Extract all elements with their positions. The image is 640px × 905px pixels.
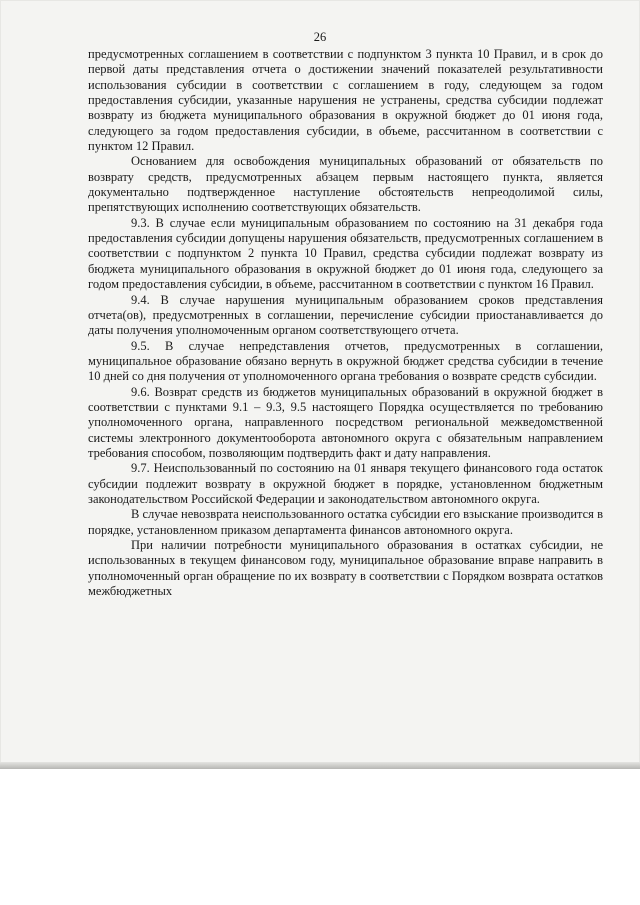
page-number: 26 (313, 30, 327, 44)
document-body (88, 47, 603, 599)
paragraph-9-6: 9.6. Возврат средств из бюджетов муниципальных образований в окружной бюджет в соответствии с пунктами 9.1 – 9.3, 9.5 настоящего Порядка осуществляется по требованию уполномоченного органа, направленного посредством региональной межведомственной системы электронного документооборота автономного округа с обязательным направлением требования способом, позволяющим подтвердить факт и дату направления. (88, 384, 603, 460)
paragraph-non-return: В случае невозврата неиспользованного остатка субсидии его взыскание производится в порядке, установленном приказом департамента финансов автономного округа. (88, 507, 603, 537)
paragraph-continuation: предусмотренных соглашением в соответствии с подпунктом 3 пункта 10 Правил, и в срок до первой даты представления отчета о достижении значений показателей результативности использования субсидии в соответствии с соглашением в году, следующем за годом предоставления субсидии, указанные нарушения не устранены, средства субсидии подлежат возврату из бюджета муниципального образования в окружной бюджет до 01 июня года, следующего за годом предоставления субсидии, в объеме, рассчитанном в соответствии с пунктом 12 Правил. (88, 47, 603, 154)
paragraph-9-7: 9.7. Неиспользованный по состоянию на 01 января текущего финансового года остаток субсидии подлежит возврату в окружной бюджет в порядке, установленном бюджетным законодательством Российской Федерации и законодательством автономного округа. (88, 461, 603, 506)
paragraph-remaining-need: При наличии потребности муниципального образования в остатках субсидии, не использованных в текущем финансовом году, муниципальное образование вправе направить в уполномоченный орган обращение по их возврату в соответствии с Порядком возврата остатков межбюджетных (88, 538, 603, 599)
paragraph-9-3: 9.3. В случае если муниципальным образованием по состоянию на 31 декабря года предоставления субсидии допущены нарушения обязательств, предусмотренных соглашением в соответствии с подпунктом 2 пункта 10 Правил, средства субсидии подлежат возврату из бюджета муниципального образования в окружной бюджет до 01 июня года, следующего за годом предоставления субсидии, в объеме, рассчитанном в соответствии с пунктом 16 Правил. (88, 215, 603, 292)
paragraph-9-5: 9.5. В случае непредставления отчетов, предусмотренных в соглашении, муниципальное образование обязано вернуть в окружной бюджет средства субсидии в течение 10 дней со дня получения от уполномоченного органа требования о возврате средств субсидии. (88, 338, 603, 384)
paragraph-force-majeure: Основанием для освобождения муниципальных образований от обязательств по возврату средств, предусмотренных абзацем первым настоящего пункта, является документально подтвержденное наступление обстоятельств непреодолимой силы, препятствующих исполнению соответствующих обязательств. (88, 154, 603, 215)
paragraph-9-4: 9.4. В случае нарушения муниципальным образованием сроков представления отчета(ов), предусмотренных в соглашении, перечисление субсидии приостанавливается до даты получения уполномоченным органом соответствующего отчета. (88, 292, 603, 338)
